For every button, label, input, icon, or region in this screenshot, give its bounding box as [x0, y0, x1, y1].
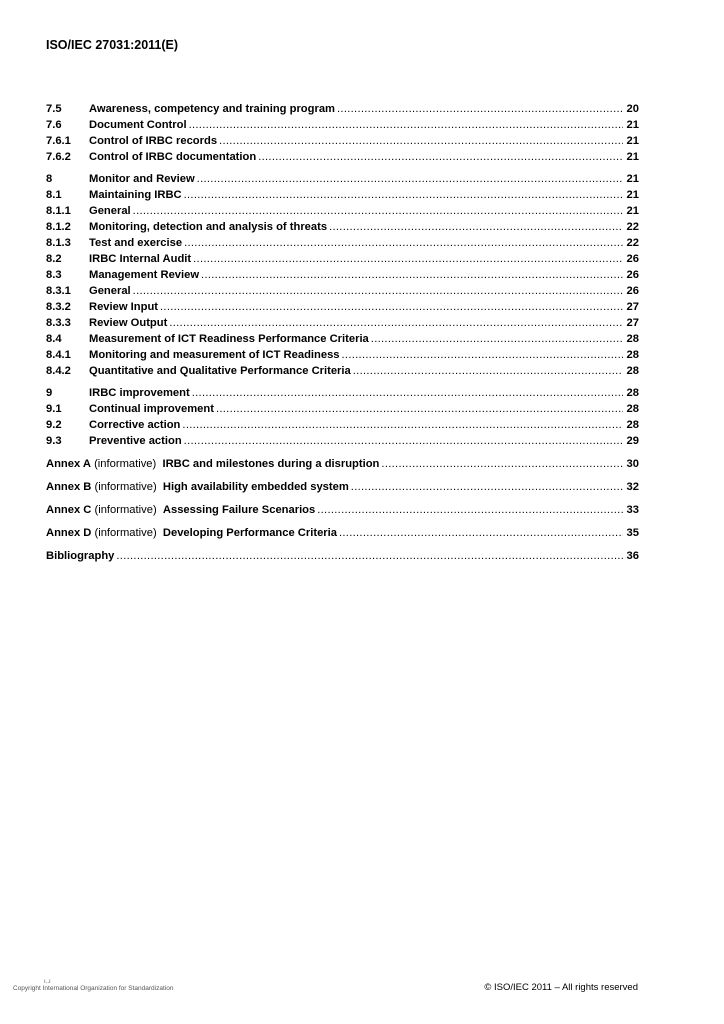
toc-entry-title: Quantitative and Qualitative Performance Criteria	[89, 365, 351, 377]
toc-entry-page: 21	[626, 151, 639, 163]
toc-entry-page: 27	[626, 301, 639, 313]
toc-entry-number: 9	[46, 387, 53, 399]
toc-entry-title: Bibliography	[46, 550, 115, 562]
toc-entry-title: General	[89, 285, 131, 297]
toc-leader-dots	[133, 203, 623, 219]
toc-entry-title: Document Control	[89, 119, 187, 131]
toc-entry-page: 28	[626, 349, 639, 361]
toc-bibliography-entry[interactable]	[46, 548, 639, 564]
toc-entry-title: Review Input	[89, 301, 158, 313]
toc-entry-number: 8	[46, 173, 53, 185]
toc-leader-dots	[184, 433, 623, 449]
toc-leader-dots	[189, 117, 623, 133]
toc-entry-page: 26	[626, 269, 639, 281]
toc-entry-number: 8.2	[46, 253, 62, 265]
toc-entry-number: 9.3	[46, 435, 62, 447]
annex-label: Annex D	[46, 527, 92, 539]
toc-entry-page: 20	[626, 103, 639, 115]
toc-annex-entry[interactable]	[46, 525, 639, 541]
toc-entry[interactable]	[46, 117, 639, 133]
toc-entry-title: General	[89, 205, 131, 217]
toc-entry[interactable]	[46, 101, 639, 117]
toc-entry[interactable]	[46, 401, 639, 417]
toc-entry-page: 22	[626, 237, 639, 249]
toc-entry-page: 21	[626, 135, 639, 147]
footer-rights: © ISO/IEC 2011 – All rights reserved	[484, 982, 638, 993]
toc-entry[interactable]	[46, 331, 639, 347]
toc-entry-page: 28	[626, 419, 639, 431]
toc-leader-dots	[201, 267, 623, 283]
toc-entry-number: 7.5	[46, 103, 62, 115]
toc-entry-number: 9.1	[46, 403, 62, 415]
annex-informative-note: (informative)	[94, 458, 157, 470]
toc-entry-number: 8.4.2	[46, 365, 71, 377]
toc-leader-dots	[219, 133, 623, 149]
toc-entry-page: 28	[626, 333, 639, 345]
toc-entry-number: 8.1	[46, 189, 62, 201]
toc-entry-page: 32	[626, 481, 639, 493]
toc-entry-title: Assessing Failure Scenarios	[162, 504, 316, 516]
toc-entry-number: 8.3.1	[46, 285, 71, 297]
toc-entry-page: 21	[626, 205, 639, 217]
table-of-contents	[46, 101, 639, 564]
toc-entry[interactable]	[46, 283, 639, 299]
toc-leader-dots	[337, 101, 623, 117]
toc-leader-dots	[116, 548, 623, 564]
toc-leader-dots	[216, 401, 623, 417]
toc-entry-title: Monitoring, detection and analysis of threats	[89, 221, 328, 233]
toc-entry-page: 35	[626, 527, 639, 539]
toc-entry-title: Preventive action	[89, 435, 182, 447]
toc-entry-title: Developing Performance Criteria	[162, 527, 337, 539]
toc-entry[interactable]	[46, 315, 639, 331]
annex-informative-note: (informative)	[94, 481, 157, 493]
toc-entry[interactable]	[46, 417, 639, 433]
toc-entry-title: Review Output	[89, 317, 168, 329]
toc-entry-number: 8.1.3	[46, 237, 71, 249]
toc-leader-dots	[192, 385, 623, 401]
toc-entry-title: Control of IRBC records	[89, 135, 218, 147]
toc-entry-title: High availability embedded system	[162, 481, 349, 493]
toc-entry-number: 7.6.1	[46, 135, 71, 147]
toc-entry-page: 26	[626, 285, 639, 297]
toc-entry[interactable]	[46, 251, 639, 267]
toc-entry-number: 8.3.2	[46, 301, 71, 313]
footer-copyright-org: Copyright International Organization for Standardization	[13, 985, 174, 992]
toc-entry[interactable]	[46, 133, 639, 149]
toc-leader-dots	[371, 331, 623, 347]
toc-entry-number: 8.4	[46, 333, 62, 345]
toc-entry-title: Awareness, competency and training program	[89, 103, 335, 115]
annex-informative-note: (informative)	[94, 504, 157, 516]
toc-entry-page: 28	[626, 365, 639, 377]
toc-leader-dots	[329, 219, 623, 235]
toc-entry[interactable]	[46, 385, 639, 401]
toc-leader-dots	[169, 315, 623, 331]
toc-entry[interactable]	[46, 347, 639, 363]
toc-entry[interactable]	[46, 267, 639, 283]
toc-entry-number: 8.3	[46, 269, 62, 281]
toc-leader-dots	[160, 299, 623, 315]
toc-entry-page: 27	[626, 317, 639, 329]
toc-entry-page: 21	[626, 119, 639, 131]
toc-entry-number: 8.1.2	[46, 221, 71, 233]
toc-annex-entry[interactable]	[46, 502, 639, 518]
toc-entry-page: 29	[626, 435, 639, 447]
toc-leader-dots	[184, 235, 623, 251]
toc-entry[interactable]	[46, 433, 639, 449]
toc-entry-title: Measurement of ICT Readiness Performance Criteria	[89, 333, 369, 345]
toc-leader-dots	[182, 417, 623, 433]
toc-entry-page: 21	[626, 189, 639, 201]
toc-leader-dots	[184, 187, 623, 203]
toc-leader-dots	[197, 171, 623, 187]
toc-entry-page: 33	[626, 504, 639, 516]
toc-entry-title: Corrective action	[89, 419, 181, 431]
toc-entry-number: 8.3.3	[46, 317, 71, 329]
toc-entry-number: 9.2	[46, 419, 62, 431]
toc-entry-number: 7.6	[46, 119, 62, 131]
toc-entry-page: 28	[626, 387, 639, 399]
toc-entry-page: 26	[626, 253, 639, 265]
toc-leader-dots	[193, 251, 623, 267]
toc-entry-title: IRBC and milestones during a disruption	[162, 458, 380, 470]
toc-entry-title: Monitoring and measurement of ICT Readiness	[89, 349, 340, 361]
toc-entry-page: 30	[626, 458, 639, 470]
toc-leader-dots	[258, 149, 623, 165]
toc-entry-title: Maintaining IRBC	[89, 189, 182, 201]
toc-entry-number: 7.6.2	[46, 151, 71, 163]
toc-entry-page: 21	[626, 173, 639, 185]
toc-leader-dots	[339, 525, 623, 541]
annex-label: Annex B	[46, 481, 92, 493]
toc-annex-entry[interactable]	[46, 456, 639, 472]
toc-entry-title: Monitor and Review	[89, 173, 195, 185]
annex-label: Annex A	[46, 458, 91, 470]
toc-leader-dots	[133, 283, 623, 299]
toc-entry-title: IRBC improvement	[89, 387, 190, 399]
toc-annex-entry[interactable]	[46, 479, 639, 495]
annex-label: Annex C	[46, 504, 92, 516]
toc-entry[interactable]	[46, 171, 639, 187]
toc-entry[interactable]	[46, 235, 639, 251]
toc-entry-page: 22	[626, 221, 639, 233]
toc-entry[interactable]	[46, 149, 639, 165]
toc-entry-title: Control of IRBC documentation	[89, 151, 257, 163]
toc-entry[interactable]	[46, 203, 639, 219]
footer-mark: ı..ı	[44, 979, 51, 985]
toc-entry[interactable]	[46, 363, 639, 379]
toc-entry-title: Management Review	[89, 269, 200, 281]
document-header: ISO/IEC 27031:2011(E)	[46, 38, 179, 52]
toc-leader-dots	[381, 456, 623, 472]
toc-entry-title: Test and exercise	[89, 237, 183, 249]
toc-entry[interactable]	[46, 187, 639, 203]
toc-leader-dots	[342, 347, 623, 363]
toc-entry-number: 8.1.1	[46, 205, 71, 217]
toc-entry[interactable]	[46, 219, 639, 235]
toc-entry[interactable]	[46, 299, 639, 315]
toc-entry-title: IRBC Internal Audit	[89, 253, 192, 265]
annex-informative-note: (informative)	[94, 527, 157, 539]
toc-leader-dots	[351, 479, 623, 495]
toc-entry-page: 28	[626, 403, 639, 415]
toc-leader-dots	[317, 502, 623, 518]
toc-entry-title: Continual improvement	[89, 403, 214, 415]
toc-entry-page: 36	[626, 550, 639, 562]
toc-entry-number: 8.4.1	[46, 349, 71, 361]
toc-leader-dots	[353, 363, 623, 379]
